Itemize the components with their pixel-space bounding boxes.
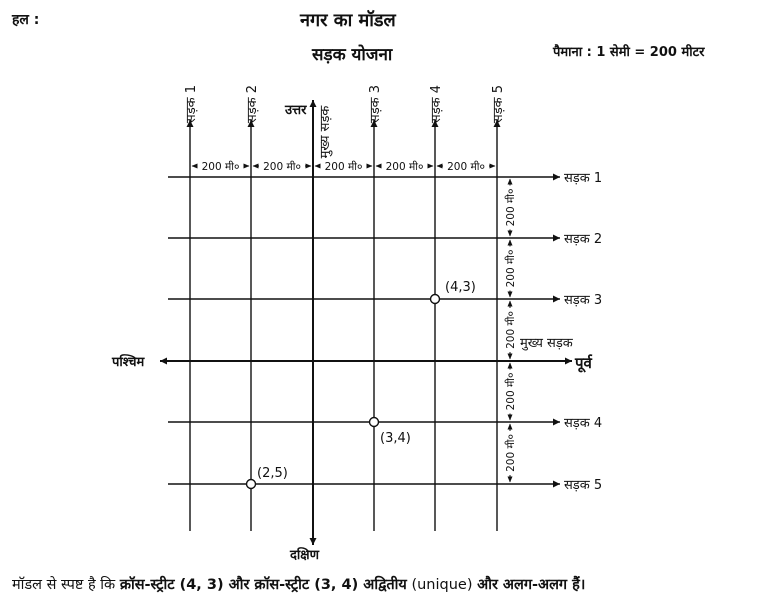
spacing-label: 200 मी० (385, 161, 424, 173)
vertical-road-label: सड़क 3 (368, 84, 383, 124)
spacing-label: 200 मी० (505, 434, 517, 472)
page-subtitle: सड़क योजना (312, 45, 393, 65)
crossing-label: (4,3) (445, 280, 476, 295)
spacing-label: 200 मी० (324, 161, 363, 173)
conclusion-prefix: मॉडल से स्पष्ट है कि (12, 577, 120, 593)
vertical-road-label: सड़क 4 (429, 84, 444, 124)
horizontal-road-label: सड़क 4 (564, 416, 603, 431)
crossing-point (431, 295, 440, 304)
horizontal-road-arrowhead (553, 296, 560, 303)
conclusion-middle: (unique) (406, 577, 478, 593)
spacing-label: 200 मी० (201, 161, 240, 173)
vertical-road-arrowhead (310, 100, 317, 107)
crossing-point (370, 418, 379, 427)
vertical-road-label: मुख्य सड़क (318, 105, 333, 159)
solution-label: हल : (12, 12, 40, 28)
crossing-label: (3,4) (380, 431, 411, 446)
south-arrowhead (310, 538, 317, 545)
horizontal-road-label: सड़क 1 (564, 171, 603, 186)
spacing-label: 200 मी० (505, 311, 517, 349)
vertical-road-label: सड़क 1 (184, 84, 199, 124)
spacing-label: 200 मी० (263, 161, 301, 173)
horizontal-road-arrowhead (565, 358, 572, 365)
north-label: उत्तर (285, 103, 307, 118)
spacing-label: 200 मी० (505, 188, 517, 227)
horizontal-road-label: सड़क 5 (564, 478, 603, 493)
horizontal-road-arrowhead (553, 419, 560, 426)
page-title: नगर का मॉडल (300, 10, 396, 31)
vertical-road-label: सड़क 5 (491, 84, 506, 124)
crossing-label: (2,5) (257, 466, 288, 481)
east-label: पूर्व (575, 354, 592, 372)
conclusion-bold-1: क्रॉस-स्ट्रीट (4, 3) और क्रॉस-स्ट्रीट (3, 4) अद्वितीय (119, 577, 407, 593)
horizontal-main-road-label: मुख्य सड़क (520, 336, 573, 351)
horizontal-road-arrowhead (553, 481, 560, 488)
horizontal-road-arrowhead (553, 174, 560, 181)
vertical-road-label: सड़क 2 (245, 84, 260, 124)
spacing-label: 200 मी० (505, 372, 517, 411)
scale-note: पैमाना : 1 सेमी = 200 मीटर (553, 45, 705, 60)
conclusion-text (12, 574, 585, 594)
west-arrowhead (160, 358, 167, 365)
horizontal-road-label: सड़क 3 (564, 293, 603, 308)
spacing-label: 200 मी० (447, 161, 485, 173)
south-label: दक्षिण (290, 548, 319, 563)
crossing-point (247, 480, 256, 489)
horizontal-road-arrowhead (553, 235, 560, 242)
west-label: पश्चिम (112, 355, 145, 370)
horizontal-road-label: सड़क 2 (564, 232, 603, 247)
conclusion-bold-2: और अलग-अलग हैं। (477, 577, 586, 593)
spacing-label: 200 मी० (505, 249, 517, 288)
